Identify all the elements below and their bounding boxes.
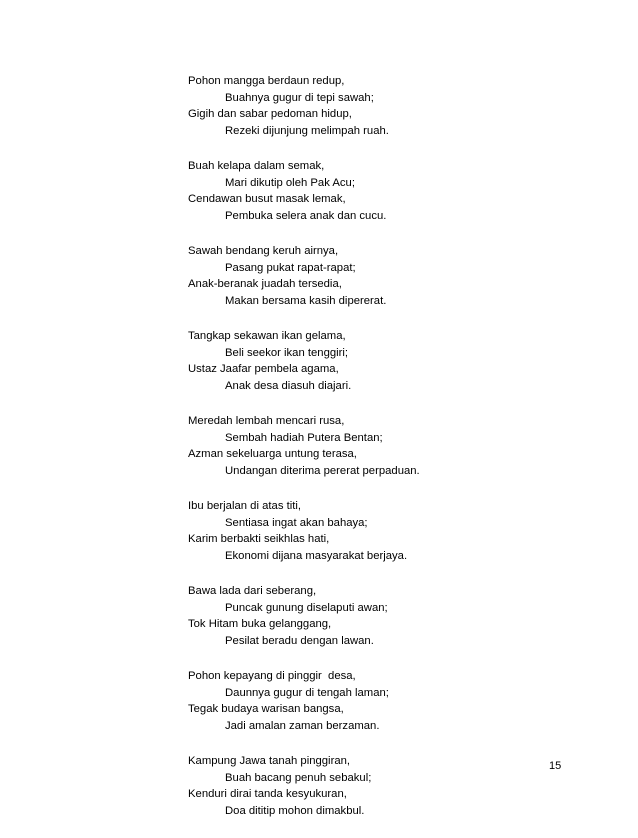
poem-line: Pohon mangga berdaun redup,	[188, 75, 345, 87]
poem-line: Beli seekor ikan tenggiri;	[225, 346, 349, 359]
stanza	[188, 498, 588, 564]
stanza	[188, 668, 588, 734]
poem-line: Ekonomi dijana masyarakat berjaya.	[225, 549, 408, 562]
poem-line: Karim berbakti seikhlas hati,	[188, 533, 330, 545]
poem-line: Buah bacang penuh sebakul;	[225, 771, 372, 784]
poem-line: Anak desa diasuh diajari.	[225, 379, 352, 392]
stanza	[188, 753, 588, 819]
poem-line: Anak-beranak juadah tersedia,	[188, 278, 342, 290]
poem-line: Undangan diterima pererat perpaduan.	[225, 464, 420, 477]
poem-line: Buahnya gugur di tepi sawah;	[225, 91, 374, 104]
poem-line: Makan bersama kasih dipererat.	[225, 294, 387, 307]
poem-line: Azman sekeluarga untung terasa,	[188, 448, 357, 460]
poem-line: Gigih dan sabar pedoman hidup,	[188, 108, 352, 120]
poem-line: Meredah lembah mencari rusa,	[188, 415, 345, 427]
poem-line: Pembuka selera anak dan cucu.	[225, 209, 387, 222]
poem-line: Sentiasa ingat akan bahaya;	[225, 516, 368, 529]
poem-line: Pohon kepayang di pinggir desa,	[188, 670, 356, 682]
poem-body	[188, 73, 588, 838]
poem-line: Kenduri dirai tanda kesyukuran,	[188, 788, 347, 800]
stanza	[188, 73, 588, 139]
stanza	[188, 413, 588, 479]
poem-line: Pesilat beradu dengan lawan.	[225, 634, 374, 647]
poem-line: Cendawan busut masak lemak,	[188, 193, 346, 205]
poem-line: Mari dikutip oleh Pak Acu;	[225, 176, 355, 189]
poem-line: Rezeki dijunjung melimpah ruah.	[225, 124, 389, 137]
poem-line: Sembah hadiah Putera Bentan;	[225, 431, 383, 444]
poem-line: Kampung Jawa tanah pinggiran,	[188, 755, 351, 767]
poem-line: Puncak gunung diselaputi awan;	[225, 601, 388, 614]
poem-line: Doa dititip mohon dimakbul.	[225, 804, 365, 817]
poem-line: Ibu berjalan di atas titi,	[188, 500, 302, 512]
poem-line: Tegak budaya warisan bangsa,	[188, 703, 344, 715]
poem-line: Sawah bendang keruh airnya,	[188, 245, 339, 257]
page-number: 15	[549, 760, 562, 772]
poem-line: Bawa lada dari seberang,	[188, 585, 317, 597]
poem-line: Buah kelapa dalam semak,	[188, 160, 325, 172]
poem-line: Tok Hitam buka gelanggang,	[188, 618, 332, 630]
stanza	[188, 583, 588, 649]
poem-line: Tangkap sekawan ikan gelama,	[188, 330, 346, 342]
stanza	[188, 243, 588, 309]
poem-line: Jadi amalan zaman berzaman.	[225, 719, 380, 732]
poem-line: Daunnya gugur di tengah laman;	[225, 686, 389, 699]
poem-line: Pasang pukat rapat-rapat;	[225, 261, 356, 274]
stanza	[188, 158, 588, 224]
stanza	[188, 328, 588, 394]
poem-line: Ustaz Jaafar pembela agama,	[188, 363, 339, 375]
